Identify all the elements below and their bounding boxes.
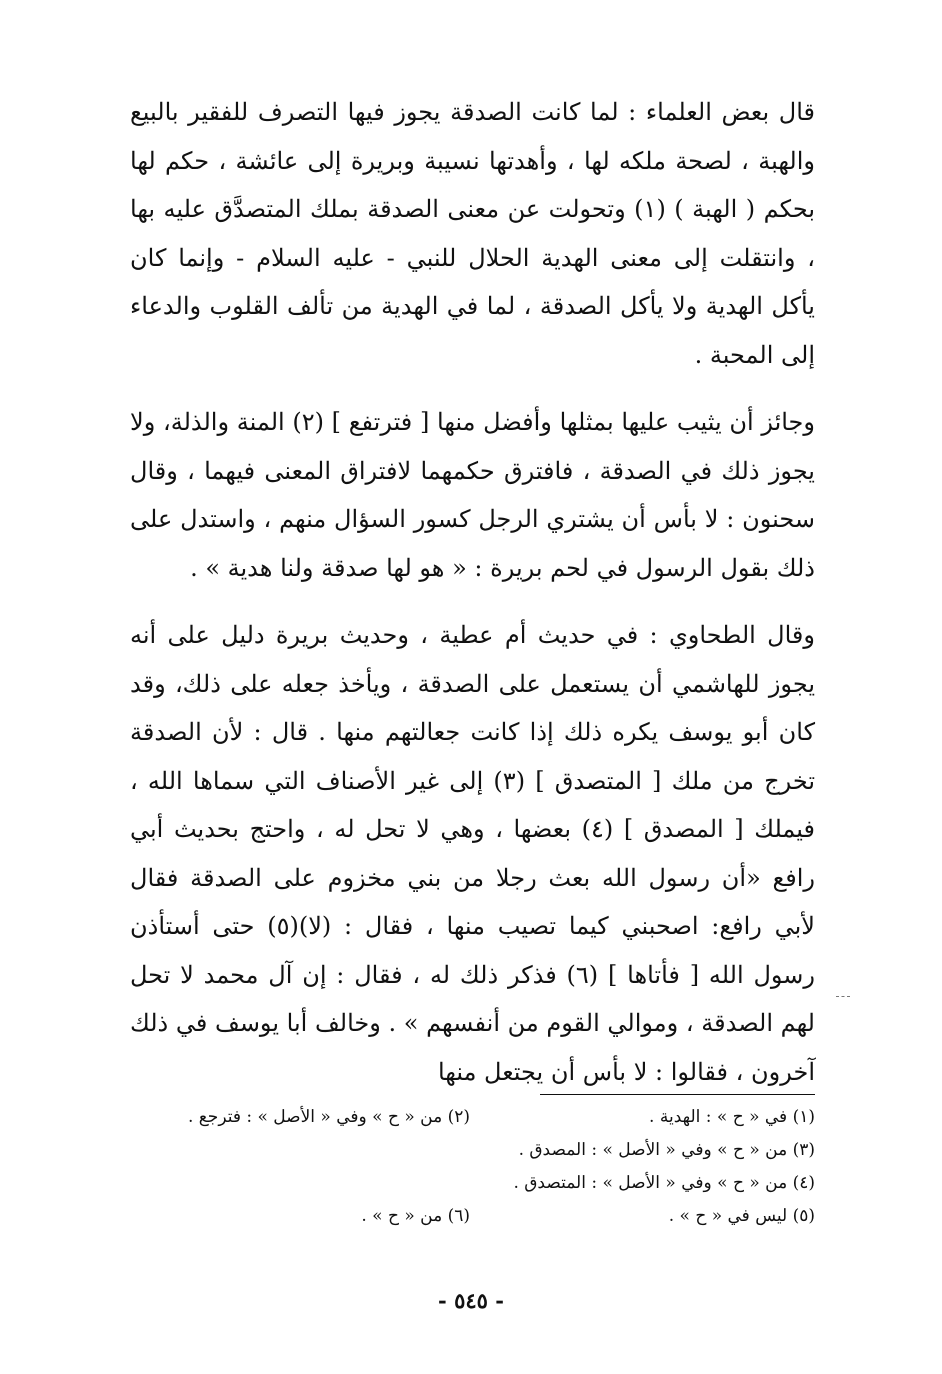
- footnote-1: (١) في « ح » : الهدية .: [649, 1107, 815, 1127]
- page-body: [130, 88, 815, 1096]
- footnote-2: (٢) من « ح » وفي « الأصل » : فترجع .: [187, 1107, 470, 1127]
- footnote-line-3: [130, 1167, 815, 1200]
- margin-mark: [836, 996, 850, 997]
- page-number: - ٥٤٥ -: [438, 1288, 504, 1313]
- footnote-line-2: [130, 1134, 815, 1167]
- footnote-6: (٦) من « ح » .: [361, 1206, 470, 1226]
- footnote-3: (٣) من « ح » وفي « الأصل » : المصدق .: [518, 1140, 815, 1160]
- paragraph-1: قال بعض العلماء : لما كانت الصدقة يجوز فيها التصرف للفقير بالبيع والهبة ، لصحة ملكه لها ، وأهدتها نسيبة وبريرة إلى عائشة ، حكم لها بحكم ( الهبة ) (١) وتحولت عن معنى الصدقة بملك المتصدَّق عليه بها ، وانتقلت إلى معنى الهدية الحلال للنبي - عليه السلام - وإنما كان يأكل الهدية ولا يأكل الصدقة ، لما في الهدية من تألف القلوب والدعاء إلى المحبة .: [130, 98, 816, 369]
- footnote-divider: [540, 1094, 815, 1095]
- footnotes: [130, 1094, 815, 1233]
- footnote-4: (٤) من « ح » وفي « الأصل » : المتصدق .: [513, 1173, 815, 1193]
- paragraph-3: وقال الطحاوي : في حديث أم عطية ، وحديث بريرة دليل على أنه يجوز للهاشمي أن يستعمل على الصدقة ، ويأخذ جعله على ذلك، وقد كان أبو يوسف يكره ذلك إذا كانت جعالتهم منها . قال : لأن الصدقة تخرج من ملك [ المتصدق ] (٣) إلى غير الأصناف التي سماها الله ، فيملك [ المصدق ] (٤) بعضها ، وهي لا تحل له ، واحتج بحديث أبي رافع «أن رسول الله بعث رجلا من بني مخزوم على الصدقة فقال لأبي رافع: اصحبني كيما تصيب منها ، فقال : (لا)(٥) حتى أستأذن رسول الله [ فأتاها ] (٦) فذكر ذلك له ، فقال : إن آل محمد لا تحل لهم الصدقة ، وموالي القوم من أنفسهم » . وخالف أبا يوسف في ذلك آخرون ، فقالوا : لا بأس أن يجتعل منها: [130, 621, 816, 1086]
- footnote-line-1: [130, 1101, 815, 1134]
- footnote-5: (٥) ليس في « ح » .: [668, 1206, 815, 1226]
- paragraph-2: وجائز أن يثيب عليها بمثلها وأفضل منها [ فترتفع ] (٢) المنة والذلة، ولا يجوز ذلك في الصدقة ، فافترق حكمهما لافتراق المعنى فيهما ، وقال سحنون : لا بأس أن يشتري الرجل كسور السؤال منهم ، واستدل على ذلك بقول الرسول في لحم بريرة : « هو لها صدقة ولنا هدية » .: [130, 408, 815, 582]
- footnote-line-4: [130, 1200, 815, 1233]
